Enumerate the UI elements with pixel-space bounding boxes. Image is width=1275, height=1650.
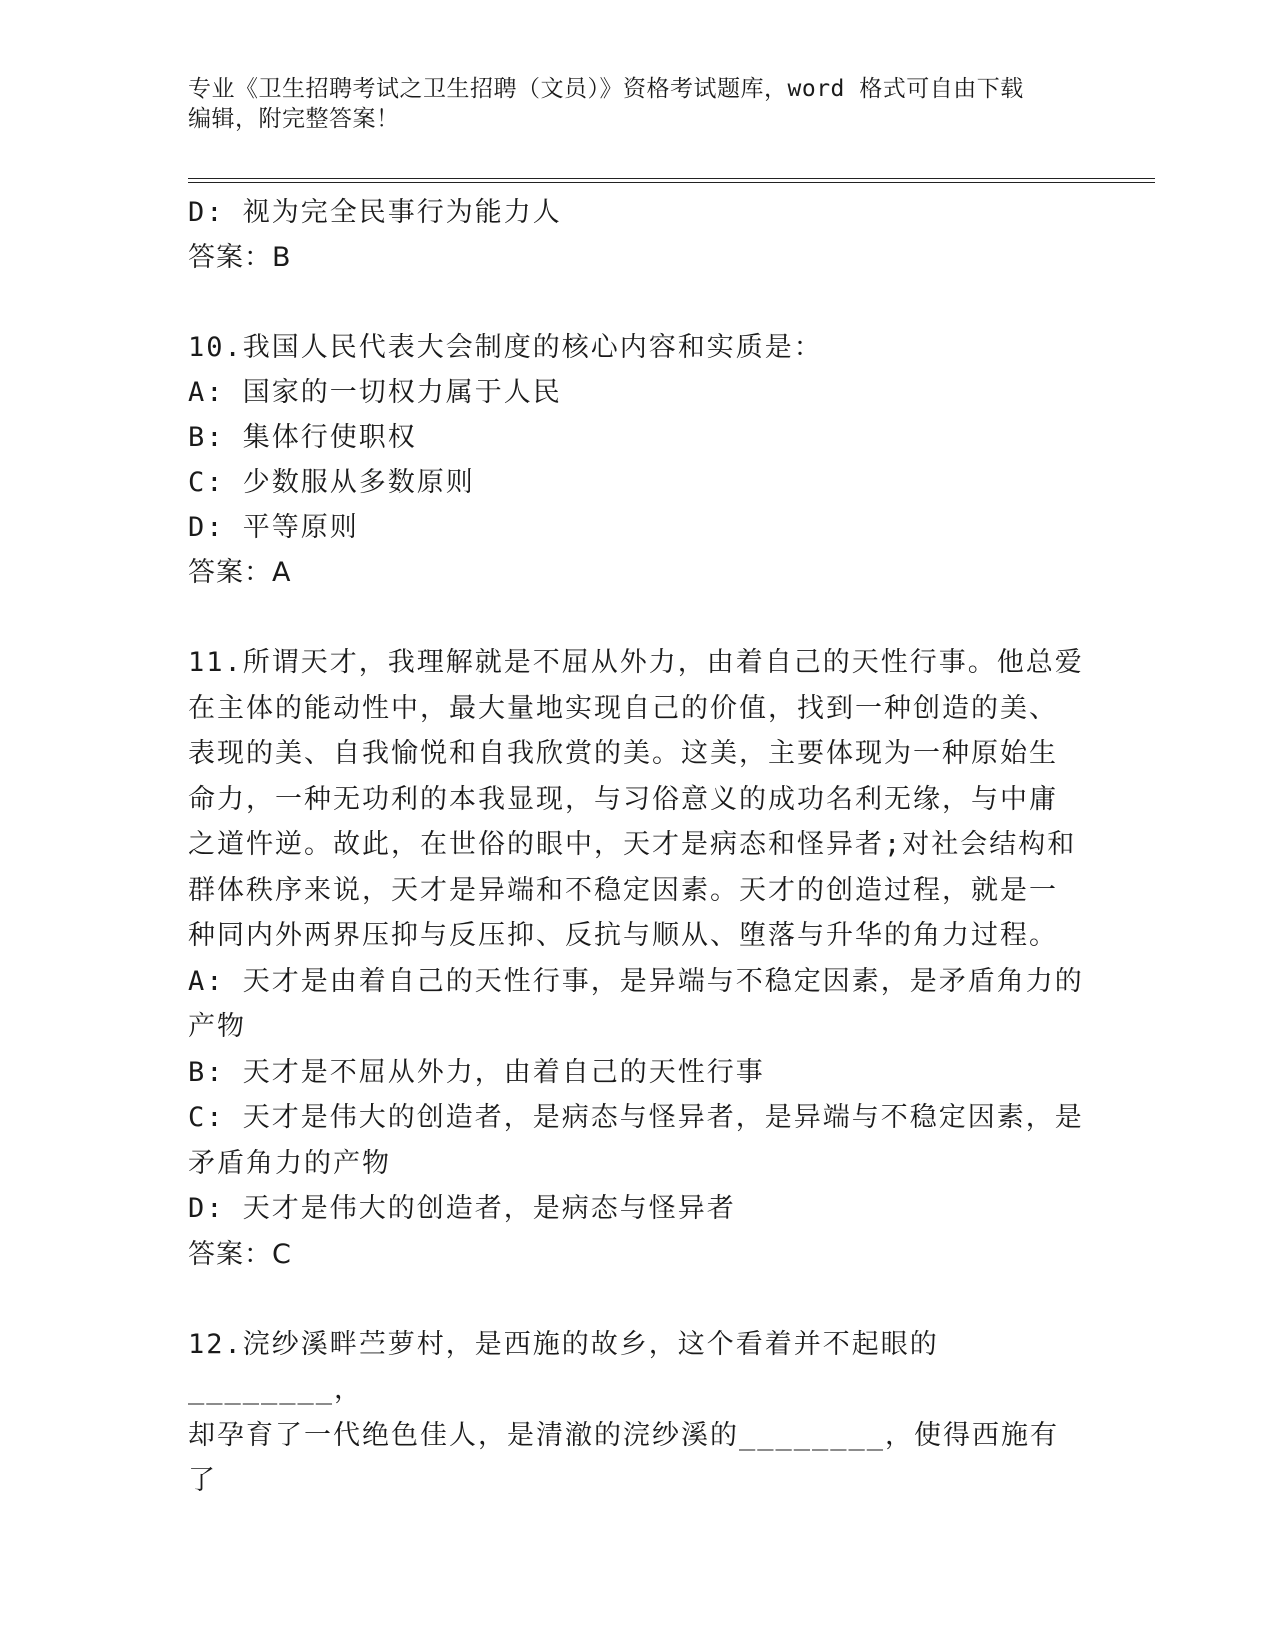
q11-stem-line: 群体秩序来说，天才是异端和不稳定因素。天才的创造过程，就是一	[188, 874, 1058, 906]
q11-stem-line: 种同内外两界压抑与反压抑、反抗与顺从、堕落与升华的角力过程。	[188, 920, 1058, 951]
q9-answer: 答案：B	[188, 242, 292, 273]
q10-option-d: D: 平等原则	[188, 512, 359, 543]
q10-stem: 10.我国人民代表大会制度的核心内容和实质是：	[188, 332, 823, 363]
q10-answer: 答案：A	[188, 557, 292, 588]
q12-stem	[188, 1322, 1088, 1504]
q11-stem-line: 表现的美、自我愉悦和自我欣赏的美。这美，主要体现为一种原始生	[188, 738, 1058, 769]
q11-option-c	[188, 1095, 1088, 1186]
q11-option-a	[188, 959, 1088, 1050]
spacer	[188, 280, 1088, 325]
q11-stem-line: 在主体的能动性中，最大量地实现自己的价值，找到一种创造的美、	[188, 692, 1058, 724]
q9-option-d: D: 视为完全民事行为能力人	[188, 197, 562, 228]
q11-option-a-line: A: 天才是由着自己的天性行事，是异端与不稳定因素，是矛盾角力的	[188, 965, 1084, 997]
question-content	[188, 190, 1088, 1504]
q11-answer: 答案：C	[188, 1238, 292, 1270]
q11-option-a-line: 产物	[188, 1011, 246, 1042]
q11-option-c-line: C: 天才是伟大的创造者，是病态与怪异者，是异端与不稳定因素，是	[188, 1102, 1084, 1133]
q12-stem-line: 却孕育了一代绝色佳人，是清澈的浣纱溪的________，使得西施有了	[188, 1419, 1060, 1496]
q11-option-d: D: 天才是伟大的创造者，是病态与怪异者	[188, 1193, 736, 1224]
page-header	[188, 74, 1068, 134]
header-divider-bottom	[188, 182, 1155, 183]
q11-stem-line: 命力，一种无功利的本我显现，与习俗意义的成功名利无缘，与中庸	[188, 783, 1058, 815]
header-line-2: 编辑，附完整答案！	[188, 106, 400, 132]
spacer	[188, 1277, 1088, 1322]
q12-stem-line: 12.浣纱溪畔苎萝村，是西施的故乡，这个看着并不起眼的________，	[188, 1328, 939, 1405]
q10-option-b: B: 集体行使职权	[188, 422, 417, 453]
q10-option-a: A: 国家的一切权力属于人民	[188, 377, 562, 408]
q11-stem-line: 之道忤逆。故此，在世俗的眼中，天才是病态和怪异者;对社会结构和	[188, 829, 1077, 860]
spacer	[188, 595, 1088, 640]
q11-option-c-line: 矛盾角力的产物	[188, 1147, 391, 1179]
header-line-1: 专业《卫生招聘考试之卫生招聘（文员）》资格考试题库，word 格式可自由下载	[188, 76, 1024, 102]
header-divider-top	[188, 178, 1155, 179]
q11-stem-line: 11.所谓天才，我理解就是不屈从外力，由着自己的天性行事。他总爱	[188, 647, 1084, 678]
q11-stem	[188, 640, 1088, 959]
q11-option-b: B: 天才是不屈从外力，由着自己的天性行事	[188, 1056, 765, 1088]
q10-option-c: C: 少数服从多数原则	[188, 467, 475, 498]
